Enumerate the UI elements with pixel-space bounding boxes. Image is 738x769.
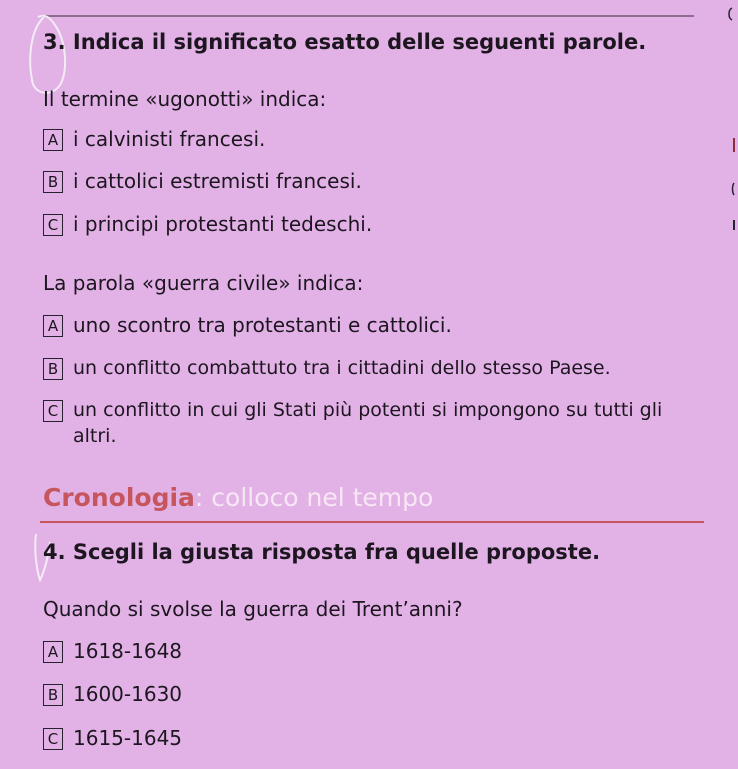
option-ugonotti-a[interactable]: [43, 126, 265, 152]
option-text: uno scontro tra protestanti e cattolici.: [73, 313, 452, 337]
option-trent-anni-c[interactable]: [43, 725, 182, 751]
option-guerra-civile-a[interactable]: [43, 312, 452, 338]
option-text: 1618-1648: [73, 639, 183, 663]
top-divider: [40, 15, 694, 17]
option-text: 1600-1630: [73, 682, 183, 706]
option-guerra-civile-b[interactable]: [43, 355, 611, 381]
option-letter-box: A: [43, 641, 63, 663]
edge-fragment-marks: [720, 0, 738, 240]
option-text: un conflitto in cui gli Stati più potenti si impongono su tutti gli altri.: [73, 399, 663, 447]
option-letter-box: C: [43, 728, 63, 750]
option-text: i calvinisti francesi.: [73, 127, 266, 151]
option-letter-box: A: [43, 315, 63, 337]
exercise-3-heading: 3. Indica il significato esatto delle seguenti parole.: [43, 30, 647, 54]
option-letter-box: B: [43, 358, 63, 380]
question-guerra-civile: La parola «guerra civile» indica:: [43, 271, 364, 295]
option-ugonotti-c[interactable]: [43, 211, 372, 237]
option-ugonotti-b[interactable]: [43, 168, 362, 194]
option-text: i cattolici estremisti francesi.: [73, 169, 362, 193]
option-letter-box: B: [43, 171, 63, 193]
option-letter-box: A: [43, 129, 63, 151]
option-text: un conflitto combattuto tra i cittadini dello stesso Paese.: [73, 357, 611, 379]
option-trent-anni-b[interactable]: [43, 681, 182, 707]
question-trent-anni: Quando si svolse la guerra dei Trent’anni?: [43, 597, 463, 621]
option-letter-box: B: [43, 684, 63, 706]
option-letter-box: C: [43, 400, 63, 422]
option-trent-anni-a[interactable]: [43, 638, 182, 664]
section-title-cronologia: [43, 483, 433, 512]
exercise-4-heading: 4. Scegli la giusta risposta fra quelle proposte.: [43, 540, 601, 564]
option-text: i principi protestanti tedeschi.: [73, 212, 373, 236]
section-title-rest: : colloco nel tempo: [194, 483, 434, 512]
question-ugonotti: Il termine «ugonotti» indica:: [43, 87, 327, 111]
option-letter-box: C: [43, 214, 63, 236]
section-title-accent: Cronologia: [43, 483, 195, 512]
option-guerra-civile-c[interactable]: [43, 397, 703, 449]
section-divider: [40, 521, 704, 523]
option-text: 1615-1645: [73, 726, 183, 750]
